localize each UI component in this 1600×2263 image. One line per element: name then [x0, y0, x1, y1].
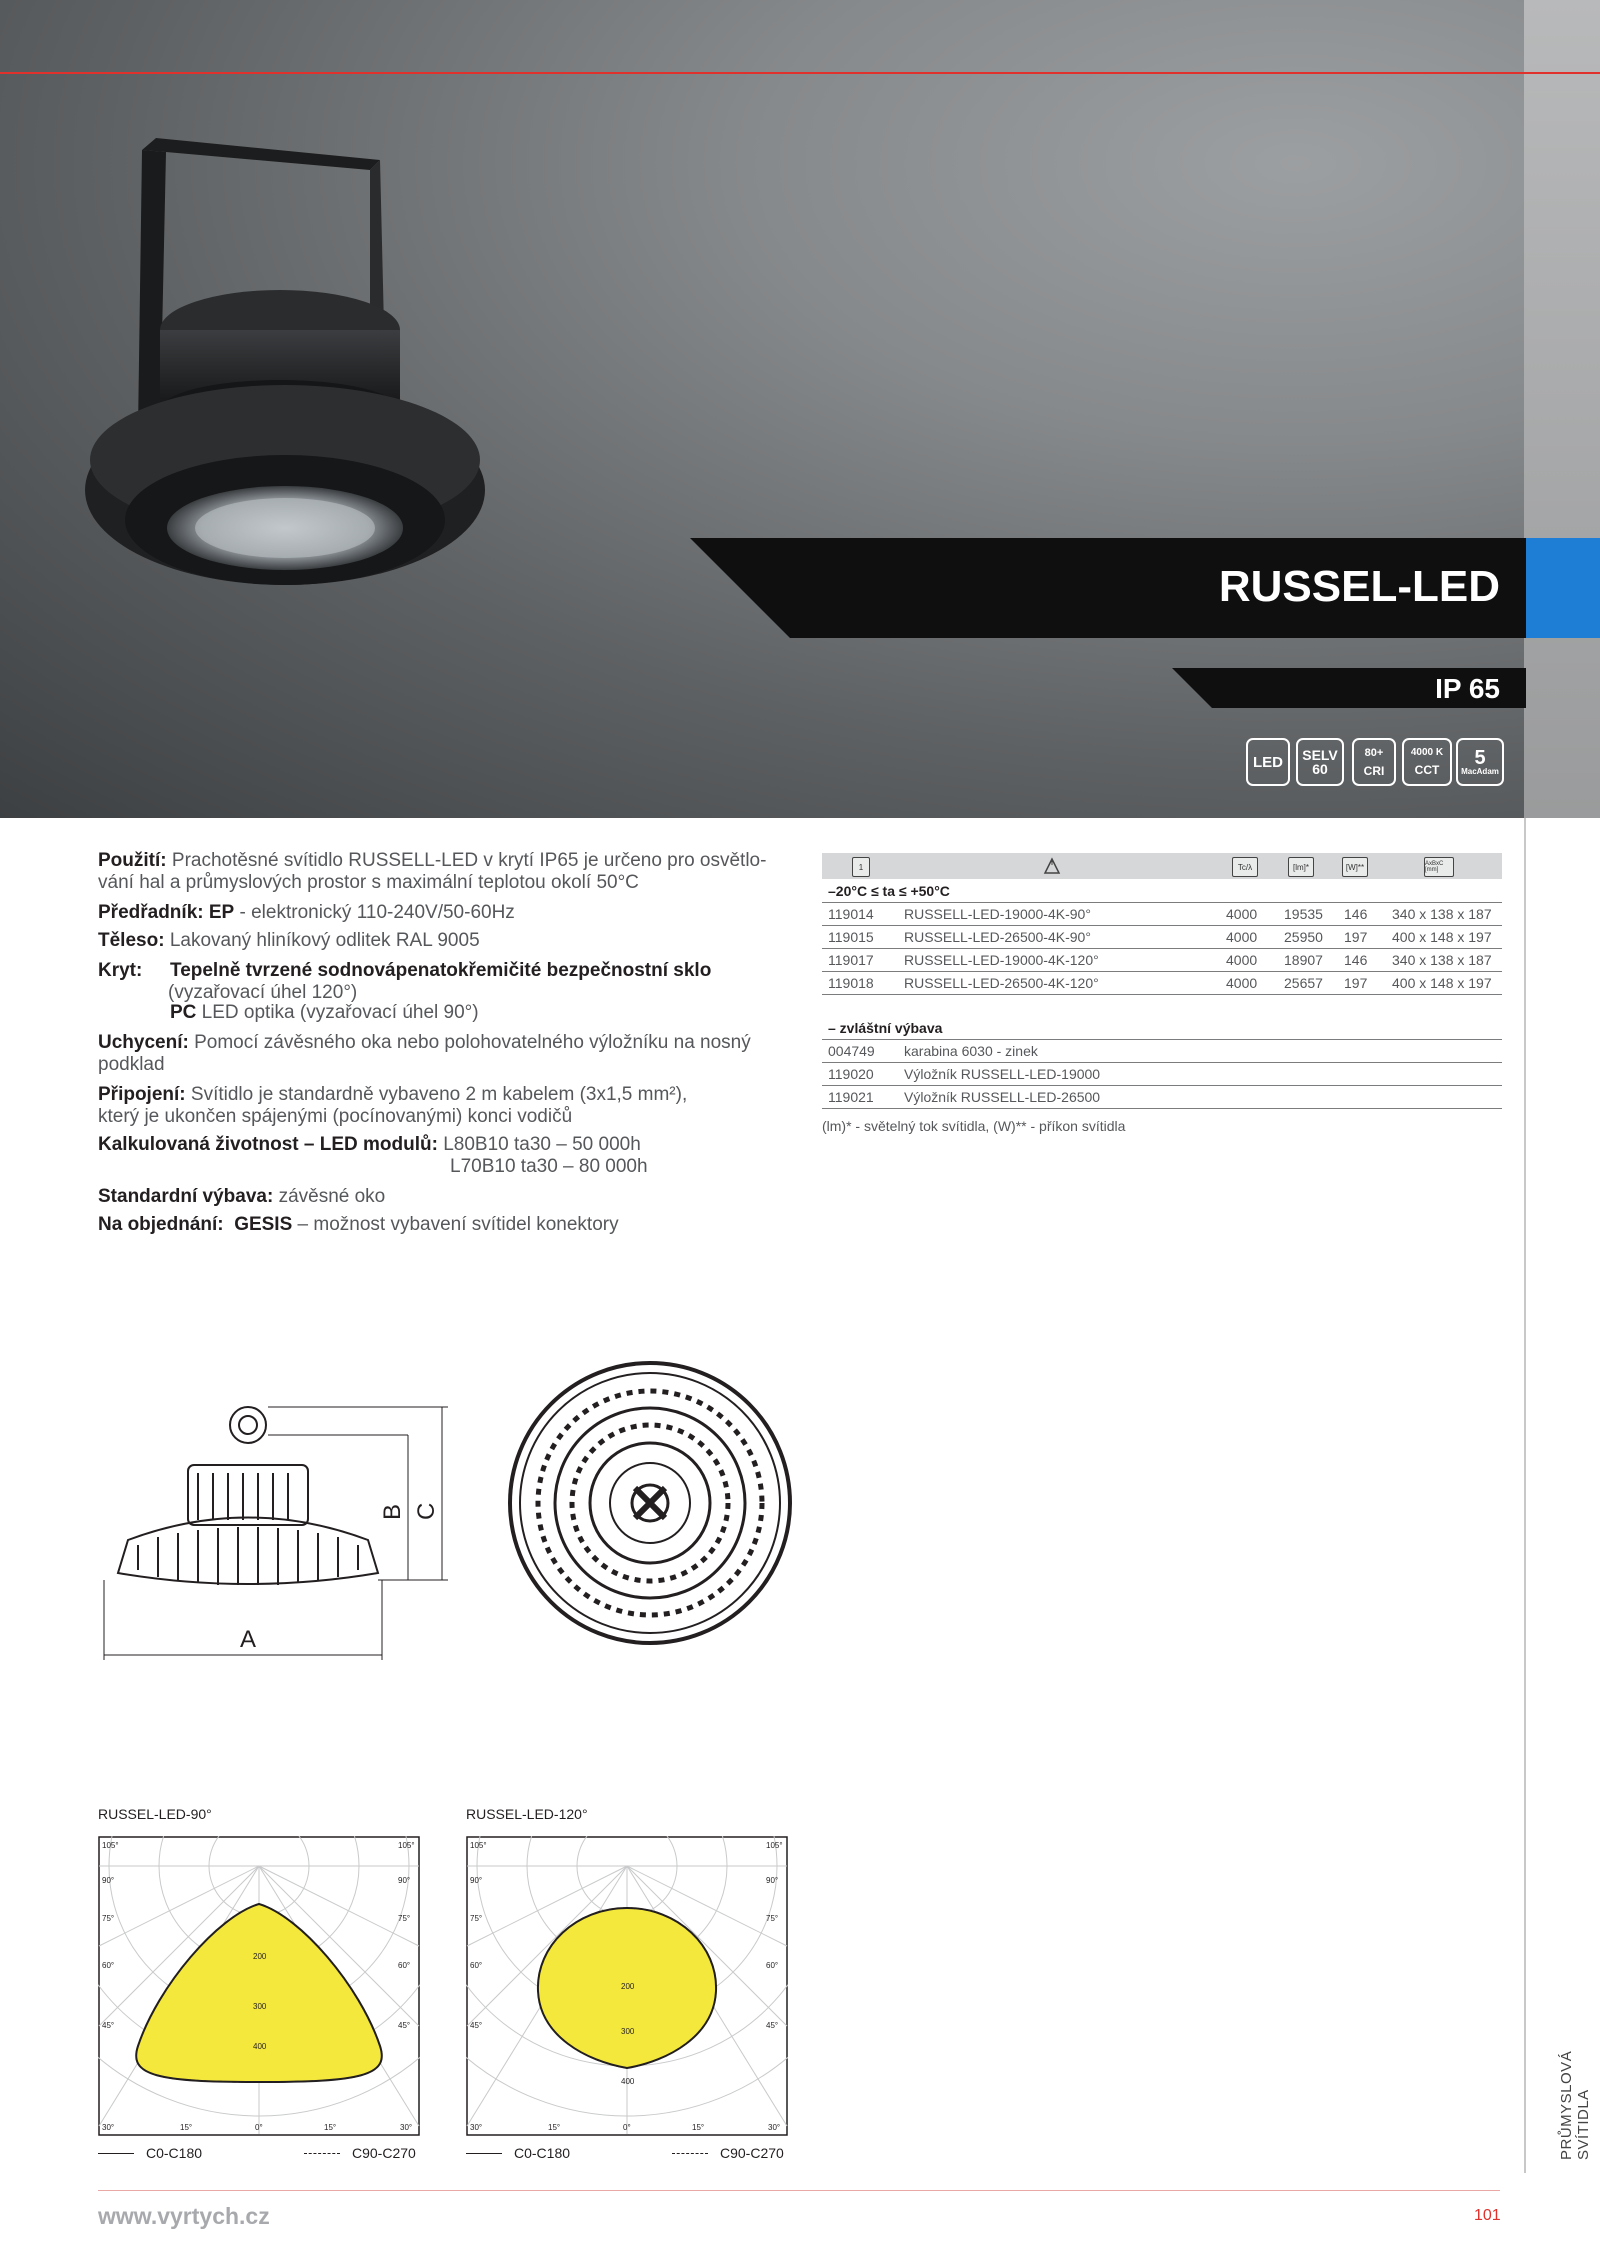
ring-label: 400: [621, 2077, 635, 2086]
badge-cri: 80+ CRI: [1352, 738, 1396, 786]
angle-label: 90°: [470, 1876, 483, 1885]
top-red-rule: [0, 72, 1600, 74]
ring-label: 400: [253, 2042, 267, 2051]
ip-rating: IP 65: [1435, 673, 1500, 704]
ring-label: 200: [253, 1952, 267, 1961]
spec-teleso: Těleso: Lakovaný hliníkový odlitek RAL 9005: [98, 930, 480, 951]
angle-label: 45°: [470, 2021, 483, 2030]
table-row: 119015 RUSSELL-LED-26500-4K-90° 4000 25950 197 400 x 148 x 197: [822, 926, 1502, 949]
angle-label: 90°: [398, 1876, 411, 1885]
class-icon: 1: [852, 857, 870, 877]
product-photo: [80, 130, 700, 660]
angle-label: 30°: [470, 2123, 483, 2132]
table-footnote: (lm)* - světelný tok svítidla, (W)** - příkon svítidla: [822, 1118, 1126, 1134]
badge-led: LED: [1246, 738, 1290, 786]
spec-kryt-1: Tepelně tvrzené sodnovápenatokřemičité bezpečnostní sklo: [170, 960, 712, 981]
angle-label: 45°: [398, 2021, 411, 2030]
lamp-type-icon: [1042, 857, 1062, 875]
list-item: 004749 karabina 6030 - zinek: [822, 1040, 1502, 1063]
section-side-label: PRŮMYSLOVÁ SVÍTIDLA: [1558, 2050, 1592, 2160]
angle-label: 15°: [692, 2123, 705, 2132]
spec-kryt: Kryt:: [98, 960, 143, 981]
footer-rule: [98, 2190, 1500, 2191]
watt-icon: [W]**: [1342, 857, 1368, 877]
angle-label: 75°: [470, 1914, 483, 1923]
polar-diagram-90: [98, 1836, 420, 2136]
spec-uchyceni-2: podklad: [98, 1054, 165, 1075]
angle-label: 0°: [623, 2123, 631, 2132]
cct-icon: Tc/λ: [1232, 857, 1258, 877]
angle-label: 105°: [766, 1841, 783, 1850]
angle-label: 30°: [768, 2123, 781, 2132]
badge-selv: SELV 60: [1296, 738, 1344, 786]
product-title: RUSSEL-LED: [1218, 562, 1500, 611]
angle-label: 30°: [400, 2123, 413, 2132]
polar-diagram-120: [466, 1836, 788, 2136]
spec-pripojeni-2: který je ukončen spájenými (pocínovanými) konci vodičů: [98, 1106, 573, 1127]
angle-label: 90°: [102, 1876, 115, 1885]
side-drawing: [98, 1395, 478, 1665]
ring-label: 300: [253, 2002, 267, 2011]
legend-dashed-label: C90-C270: [352, 2145, 416, 2161]
legend-solid-label: C0-C180: [146, 2145, 203, 2161]
spec-predradnik: Předřadník: EP - elektronický 110-240V/50-60Hz: [98, 902, 515, 923]
angle-label: 75°: [398, 1914, 411, 1923]
list-item: 119021 Výložník RUSSELL-LED-26500: [822, 1086, 1502, 1109]
legend-dashed-label: C90-C270: [720, 2145, 784, 2161]
spec-zivotnost: Kalkulovaná životnost – LED modulů: L80B10 ta30 – 50 000h: [98, 1134, 641, 1155]
spec-kryt-3: PC LED optika (vyzařovací úhel 90°): [170, 1002, 479, 1023]
angle-label: 105°: [102, 1841, 119, 1850]
spec-objednani: Na objednání: GESIS – možnost vybavení svítidel konektory: [98, 1214, 619, 1235]
spec-pouziti-2: vání hal a průmyslových prostor s maximální teplotou okolí 50°C: [98, 872, 639, 893]
angle-label: 60°: [398, 1961, 411, 1970]
diagram-title-120: RUSSEL-LED-120°: [466, 1806, 588, 1822]
angle-label: 30°: [102, 2123, 115, 2132]
dimension-icon: AxBxC [mm]: [1424, 857, 1454, 877]
angle-label: 0°: [255, 2123, 263, 2132]
angle-label: 60°: [470, 1961, 483, 1970]
angle-label: 60°: [102, 1961, 115, 1970]
spec-uchyceni: Uchycení: Pomocí závěsného oka nebo polohovatelného výložníku na nosný: [98, 1032, 751, 1053]
dim-label-a: A: [240, 1626, 257, 1653]
right-divider: [1524, 818, 1526, 2173]
angle-label: 60°: [766, 1961, 779, 1970]
angle-label: 105°: [398, 1841, 415, 1850]
angle-label: 45°: [102, 2021, 115, 2030]
table-header: [822, 853, 1502, 879]
legend-solid-label: C0-C180: [514, 2145, 571, 2161]
angle-label: 105°: [470, 1841, 487, 1850]
angle-label: 15°: [180, 2123, 193, 2132]
angle-label: 90°: [766, 1876, 779, 1885]
footer-url[interactable]: www.vyrtych.cz: [98, 2203, 270, 2229]
legend-solid-line: [98, 2153, 134, 2154]
list-item: 119020 Výložník RUSSELL-LED-19000: [822, 1063, 1502, 1086]
angle-label: 45°: [766, 2021, 779, 2030]
table-row: 119014 RUSSELL-LED-19000-4K-90° 4000 19535 146 340 x 138 x 187: [822, 903, 1502, 926]
legend-dashed-line: [304, 2153, 340, 2154]
section-tab: [1526, 538, 1600, 638]
dim-label-b: B: [379, 1503, 406, 1520]
spec-kryt-2: (vyzařovací úhel 120°): [168, 982, 358, 1003]
badge-macadam: 5 MacAdam: [1456, 738, 1504, 786]
extras-heading: – zvláštní výbava: [828, 1020, 943, 1036]
spec-pripojeni: Připojení: Svítidlo je standardně vybaveno 2 m kabelem (3x1,5 mm²),: [98, 1084, 688, 1105]
page-number: 101: [1474, 2207, 1501, 2224]
top-drawing: [505, 1358, 795, 1648]
dim-label-c: C: [413, 1502, 440, 1520]
angle-label: 15°: [548, 2123, 561, 2132]
legend-solid-line: [466, 2153, 502, 2154]
spec-pouziti: Použití: Prachotěsné svítidlo RUSSELL-LED v krytí IP65 je určeno pro osvětlo-: [98, 850, 767, 871]
legend-dashed-line: [672, 2153, 708, 2154]
table-row: 119017 RUSSELL-LED-19000-4K-120° 4000 18907 146 340 x 138 x 187: [822, 949, 1502, 972]
lumen-icon: [lm]*: [1288, 857, 1314, 877]
angle-label: 75°: [102, 1914, 115, 1923]
diagram-title-90: RUSSEL-LED-90°: [98, 1806, 212, 1822]
badge-cct: 4000 K CCT: [1402, 738, 1452, 786]
ring-label: 200: [621, 1982, 635, 1991]
angle-label: 75°: [766, 1914, 779, 1923]
angle-label: 15°: [324, 2123, 337, 2132]
temp-range: –20°C ≤ ta ≤ +50°C: [828, 883, 950, 899]
ring-label: 300: [621, 2027, 635, 2036]
spec-zivotnost-2: L70B10 ta30 – 80 000h: [450, 1156, 648, 1177]
right-margin-top: [1524, 0, 1600, 818]
spec-standard: Standardní výbava: závěsné oko: [98, 1186, 386, 1207]
table-row: 119018 RUSSELL-LED-26500-4K-120° 4000 25657 197 400 x 148 x 197: [822, 972, 1502, 995]
